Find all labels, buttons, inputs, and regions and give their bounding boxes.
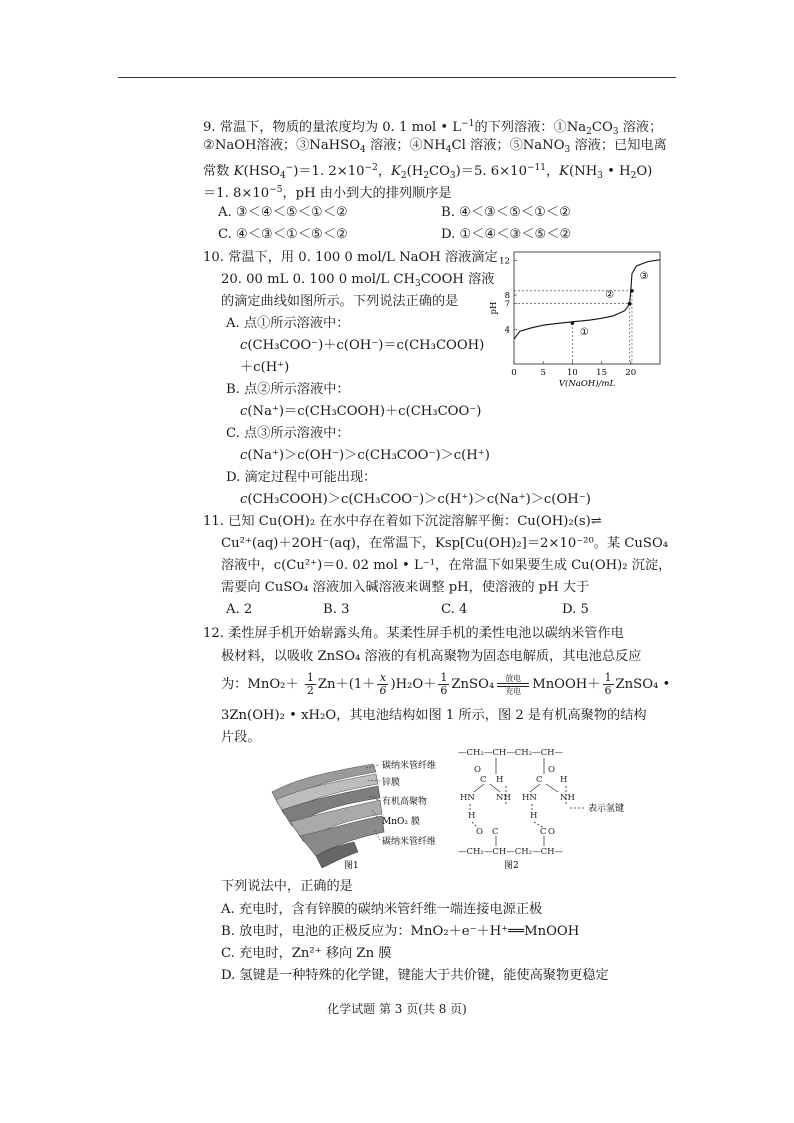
q12-line1: 12. 柔性屏手机开始崭露头角。某柔性屏手机的柔性电池以碳纳米管作电 (203, 626, 624, 641)
header-rule (118, 77, 676, 78)
q11-option-a: A. 2 (226, 602, 253, 617)
svg-text:HN: HN (460, 793, 475, 803)
q9-line3: 常数 $K(HSO_4^-)=1$. $2\times 10^{-2}$，$K_2(H_2CO_3)=5$. $6\times 10^{-11}$，$K(NH_3$ • $H_2O$) (203, 163, 653, 181)
q12-line4: 3Zn(OH)₂ • xH₂O，其电池结构如图 1 所示，图 2 是有机高聚物的结构 (221, 708, 647, 723)
svg-text:C: C (540, 827, 547, 837)
svg-text:H: H (530, 811, 538, 821)
x-tick-label: 20 (625, 368, 637, 378)
svg-text:NH: NH (560, 793, 575, 803)
svg-text:C: C (536, 775, 543, 785)
q9-option-a: A. ③＜④＜⑤＜①＜② (218, 205, 348, 220)
x-tick-label: 0 (511, 368, 517, 378)
svg-text:H: H (560, 775, 568, 785)
polymer-structure-figure (456, 744, 636, 874)
q10-option-a-label: A. 点①所示溶液中： (226, 316, 350, 331)
svg-text:NH: NH (496, 793, 511, 803)
fig1-label-zinc-film: 锌膜 (382, 778, 401, 788)
page-footer: 化学试题 第 3 页(共 8 页) (327, 1002, 467, 1016)
y-tick-label: 12 (499, 256, 510, 267)
q10-option-a-eq1: c(CH₃COO⁻)＋c(OH⁻)＝c(CH₃COOH) (240, 338, 485, 353)
fraction-one-sixth: $\frac{1}{6}$ (440, 671, 448, 697)
q11-option-b: B. 3 (323, 602, 350, 617)
y-tick-label: 7 (504, 299, 510, 310)
q10-line3: 的滴定曲线如图所示。下列说法正确的是 (221, 294, 459, 309)
q10-option-b-label: B. 点②所示溶液中： (226, 382, 350, 397)
svg-text:O: O (548, 827, 555, 837)
q9-option-c: C. ④＜③＜①＜⑤＜② (218, 227, 348, 242)
fig2-caption: 图2 (504, 861, 519, 871)
q11-option-c: C. 4 (441, 602, 468, 617)
fraction-one-sixth-b: $\frac{1}{6}$ (604, 671, 612, 697)
q9-option-d: D. ①＜④＜③＜⑤＜② (441, 227, 572, 242)
q9-line2: ②NaOH溶液；③NaHSO$_4$ 溶液；$④NH_4Cl$ 溶液；⑤NaNO$_3$ 溶液；已知电离 (203, 138, 667, 155)
svg-text:C: C (492, 827, 499, 837)
svg-text:HN: HN (522, 793, 537, 803)
battery-layers-illustration (272, 764, 384, 868)
q12-equation: 为：MnO₂＋ $\frac{1}{2}$ Zn＋(1＋ $\frac{x}{6}$ )H₂O＋ $\frac{1}{6}$ ZnSO₄ 放电 充电 MnOOH＋ $\frac{1}{6}$ ZnSO₄ • (221, 671, 671, 697)
svg-text:H: H (468, 811, 476, 821)
x-tick-label: 10 (566, 368, 578, 378)
svg-text:—CH₂—CH—CH₂—CH—: —CH₂—CH—CH₂—CH— (458, 847, 563, 857)
svg-text:O: O (548, 765, 555, 775)
point-label: ① (579, 327, 589, 339)
x-tick-label: 5 (540, 368, 546, 378)
y-tick-label: 4 (504, 325, 510, 336)
fig2-hydrogen-bond-label: 表示氢键 (588, 804, 625, 814)
point-marker (630, 289, 634, 293)
q10-line1: 10. 常温下，用 0. 100 0 mol/L NaOH 溶液滴定 (203, 250, 498, 265)
svg-text:—CH₂—CH—CH₂—CH—: —CH₂—CH—CH₂—CH— (458, 748, 563, 758)
q12-option-d: D. 氢键是一种特殊的化学键，键能大于共价键，能使高聚物更稳定 (221, 968, 609, 983)
x-tick-label: 15 (596, 368, 608, 378)
titration-curve-chart (488, 244, 668, 390)
q12-line2: 极材料，以吸收 ZnSO₄ 溶液的有机高聚物为固态电解质，其电池总反应 (221, 649, 642, 664)
q12-option-b: B. 放电时，电池的正极反应为：MnO₂＋e⁻＋H⁺══MnOOH (221, 924, 580, 939)
q11-line3: 溶液中，c(Cu²⁺)＝0. 02 mol • L⁻¹，在常温下如果要生成 Cu(OH)₂ 沉淀， (221, 558, 672, 573)
q10-option-c-label: C. 点③所示溶液中： (226, 426, 350, 441)
y-tick-label: 8 (504, 291, 510, 302)
q11-line2: Cu²⁺(aq)＋2OH⁻(aq)，在常温下，Ksp[Cu(OH)₂]＝2×10⁻²⁰。某 CuSO₄ (221, 536, 669, 551)
fraction-x-over-6: $\frac{x}{6}$ (379, 671, 387, 697)
fig1-label-carbon-fiber-top: 碳纳米管纤维 (382, 761, 437, 771)
q12-option-c: C. 充电时，Zn²⁺ 移向 Zn 膜 (221, 946, 392, 961)
svg-text:C: C (480, 775, 487, 785)
q9-line4: ＝1. $8\times 10^{-5}$，pH 由小到大的排列顺序是 (203, 185, 452, 201)
svg-text:O: O (476, 827, 483, 837)
point-label: ② (605, 289, 615, 301)
battery-structure-figure (258, 752, 458, 872)
q10-option-c-eq: c(Na⁺)＞c(OH⁻)＞c(CH₃COO⁻)＞c(H⁺) (240, 448, 490, 463)
point-marker (628, 302, 632, 306)
q11-line4: 需要向 CuSO₄ 溶液加入碱溶液来调整 pH，使溶液的 pH 大于 (221, 580, 590, 595)
q9-option-b: B. ④＜③＜⑤＜①＜② (441, 205, 571, 220)
q11-line1: 11. 已知 Cu(OH)₂ 在水中存在着如下沉淀溶解平衡：Cu(OH)₂(s)⇌ (203, 514, 602, 529)
chart-frame (514, 252, 660, 364)
q10-option-b-eq: c(Na⁺)＝c(CH₃COOH)＋c(CH₃COO⁻) (240, 404, 482, 419)
fig1-label-polymer: 有机高聚物 (382, 797, 428, 807)
fraction-half: $\frac{1}{2}$ (306, 671, 314, 697)
q10-option-d-eq: c(CH₃COOH)＞c(CH₃COO⁻)＞c(H⁺)＞c(Na⁺)＞c(OH⁻) (240, 492, 591, 507)
x-axis-label: V(NaOH)/mL (558, 379, 616, 389)
fig1-label-carbon-fiber-bottom: 碳纳米管纤维 (382, 837, 437, 847)
q10-line2: 20. 00 mL 0. 100 0 mol/L $CH_3COOH$ 溶液 (221, 272, 495, 289)
q12-line5: 片段。 (221, 730, 261, 745)
q12-option-a: A. 充电时，含有锌膜的碳纳米管纤维一端连接电源正极 (221, 902, 543, 917)
svg-text:H: H (496, 775, 504, 785)
q10-option-a-eq2: ＋c(H⁺) (240, 360, 290, 375)
discharge-charge-arrow: 放电 充电 (497, 674, 529, 696)
fig1-label-mno2-film: MnO₂ 膜 (382, 817, 420, 827)
q9-line1: 9. 常温下，物质的量浓度均为 0. 1 mol • $L^{-1}$的下列溶液：$①Na_2CO_3$ 溶液； (203, 119, 663, 137)
fig1-caption: 图1 (344, 861, 359, 871)
point-label: ③ (639, 270, 649, 282)
svg-text:O: O (474, 765, 481, 775)
q11-option-d: D. 5 (562, 602, 589, 617)
q12-stem: 下列说法中，正确的是 (221, 879, 353, 894)
y-axis-label: pH (489, 301, 499, 315)
q10-option-d-label: D. 滴定过程中可能出现： (226, 470, 377, 485)
point-marker (571, 321, 575, 325)
